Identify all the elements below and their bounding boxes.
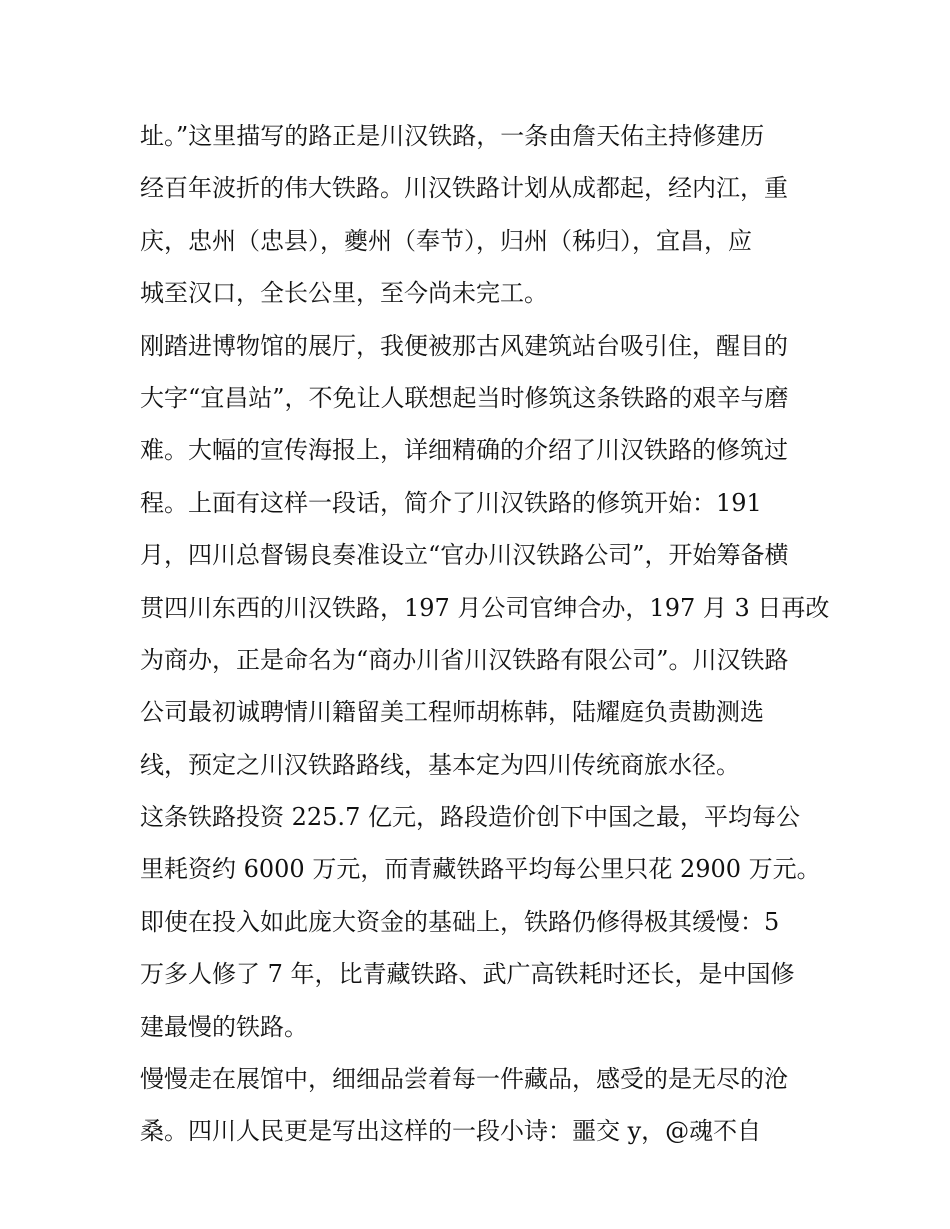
text-line: 桑。四川人民更是写出这样的一段小诗：噩交 y，@魂不自 [140,1117,762,1146]
text-line: 万多人修了 7 年，比青藏铁路、武广高铁耗时还长，是中国修 [140,960,795,989]
text-line: 大字“宜昌站”，不免让人联想起当时修筑这条铁路的艰辛与磨 [140,383,789,412]
text-line: 程。上面有这样一段话，简介了川汉铁路的修筑开始：191 [140,488,762,517]
text-line: 城至汉口，全长公里，至今尚未完工。 [140,279,548,308]
text-line: 址。”这里描写的路正是川汉铁路，一条由詹天佑主持修建历 [140,122,765,150]
text-line: 刚踏进博物馆的展厅，我便被那古风建筑站台吸引住，醒目的 [140,331,788,360]
text-line: 慢慢走在展馆中，细细品尝着每一件藏品，感受的是无尽的沧 [140,1065,788,1094]
text-line: 难。大幅的宣传海报上，详细精确的介绍了川汉铁路的修筑过 [140,436,788,465]
text-line: 这条铁路投资 225.7 亿元，路段造价创下中国之最，平均每公 [140,803,800,832]
text-line: 经百年波折的伟大铁路。川汉铁路计划从成都起，经内江，重 [140,174,788,203]
text-line: 里耗资约 6000 万元，而青藏铁路平均每公里只花 2900 万元。 [140,855,821,884]
text-line: 公司最初诚聘情川籍留美工程师胡栋韩，陆耀庭负责勘测选 [140,698,764,727]
text-line: 即使在投入如此庞大资金的基础上，铁路仍修得极其缓慢：5 [140,907,780,936]
text-line: 建最慢的铁路。 [140,1012,308,1041]
text-line: 为商办，正是命名为“商办川省川汉铁路有限公司”。川汉铁路 [140,645,789,674]
text-line: 线，预定之川汉铁路路线，基本定为四川传统商旅水径。 [140,750,740,779]
body-text [140,110,830,1158]
text-line: 月，四川总督锡良奏准设立“官办川汉铁路公司”，开始筹备横 [140,541,789,570]
text-line: 庆，忠州（忠县），夔州（奉节），归州（秭归），宜昌，应 [140,226,752,255]
text-line: 贯四川东西的川汉铁路，197 月公司官绅合办，197 月 3 日再改 [140,593,830,622]
